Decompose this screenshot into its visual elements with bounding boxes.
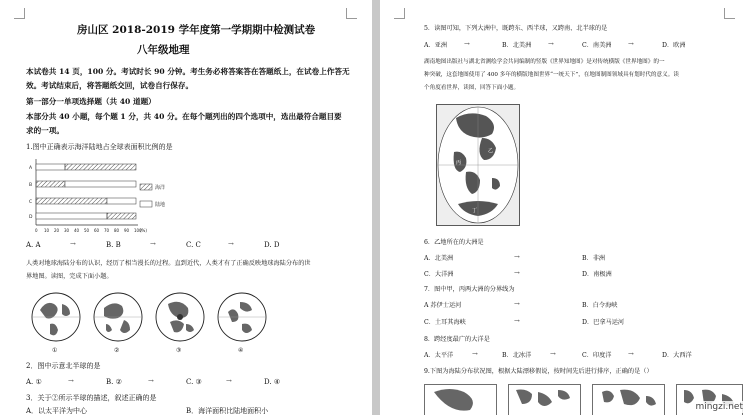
bar-row-label: A [29, 166, 33, 171]
question-6: 6．乙地所在的大洲是 [424, 239, 484, 246]
x-axis-tick: 100 [134, 228, 142, 233]
q7-option-d[interactable]: D．巴拿马运河 [582, 319, 625, 326]
q8-option-c[interactable]: C．印度洋 [582, 352, 612, 359]
page-corner-mark [346, 8, 357, 19]
page-corner-mark [14, 8, 25, 19]
question-3: 3．关于②所示半球的描述，叙述正确的是 [26, 394, 157, 402]
tab-arrow-icon: → [514, 300, 520, 308]
land-ocean-bar-figure [26, 155, 186, 237]
tab-arrow-icon: → [148, 377, 154, 385]
q1-option-a[interactable]: A. A [26, 241, 41, 249]
q1-option-b[interactable]: B. B [106, 241, 121, 249]
tab-arrow-icon: → [514, 269, 520, 277]
tab-arrow-icon: → [472, 350, 478, 358]
page-corner-mark [394, 8, 405, 19]
x-axis-tick: 90 [124, 228, 130, 233]
globe-label: ④ [238, 347, 244, 354]
right-page[interactable] [380, 0, 750, 415]
section-description: 求的一项。 [26, 126, 64, 135]
bar-segment-ocean [36, 198, 107, 204]
q8-option-b[interactable]: B．北冰洋 [502, 352, 532, 359]
site-watermark: mingzi.net [692, 401, 746, 413]
x-axis-tick: 0 [35, 228, 38, 233]
vertical-world-map [436, 104, 520, 226]
reading-intro: 界地图。读图，完成下面小题。 [26, 273, 113, 280]
bar-row-label: C [29, 200, 33, 205]
q8-option-d[interactable]: D．大西洋 [662, 352, 692, 359]
bar-segment-land [36, 213, 107, 219]
x-axis-unit: (%) [140, 228, 147, 233]
tab-arrow-icon: → [514, 317, 520, 325]
bar-row-label: B [29, 183, 33, 188]
q7-option-a[interactable]: A 苏伊士运河 [424, 302, 462, 309]
left-page[interactable] [0, 0, 372, 415]
q6-option-c[interactable]: C．大洋洲 [424, 271, 454, 278]
q6-option-b[interactable]: B．非洲 [582, 255, 606, 262]
tab-arrow-icon: → [226, 377, 232, 385]
q3-option-b[interactable]: B．海洋面积比陆地面积小 [186, 407, 269, 415]
tab-arrow-icon: → [548, 40, 554, 48]
x-axis-tick: 10 [44, 228, 50, 233]
x-axis-tick: 30 [64, 228, 70, 233]
x-axis-tick: 50 [84, 228, 90, 233]
x-axis-tick: 70 [104, 228, 110, 233]
map-label-jia: 甲 [458, 138, 464, 144]
bar-row-label: D [29, 215, 33, 220]
x-axis-tick: 20 [54, 228, 60, 233]
tab-arrow-icon: → [150, 240, 156, 248]
q6-option-a[interactable]: A．北美洲 [424, 255, 454, 262]
section-description: 本部分共 40 小题，每个题 1 分，共 40 分。在每个题列出的四个选项中，选出最符合题目要 [26, 112, 342, 121]
question-2: 2．图中示意北半球的是 [26, 362, 101, 370]
drift-map-3 [593, 385, 665, 415]
hemisphere-globes-figure [28, 290, 268, 352]
map-label-bing: 丙 [456, 160, 462, 166]
tab-arrow-icon: → [464, 40, 470, 48]
q1-option-d[interactable]: D. D [264, 241, 280, 249]
legend-ocean-swatch [140, 184, 152, 190]
map-intro: 种突破，这套地图使用了 400 多年的横版地图世界“一统天下”，在地图制图领域具有划时代的意义。读 [424, 72, 679, 78]
bar-segment-ocean [65, 164, 136, 170]
bar-segment-land [65, 181, 136, 187]
exam-subtitle: 八年级地理 [137, 44, 190, 56]
question-9: 9.下图为海陆分布状况图，根据大陆漂移假说，按时间先后进行排序，正确的是（） [424, 368, 653, 375]
q2-option-c[interactable]: C. ③ [186, 378, 202, 386]
globe-1 [32, 293, 80, 341]
question-7: 7．图中甲，丙两大洲的分界线为 [424, 286, 515, 293]
bar-segment-ocean [36, 181, 65, 187]
x-axis-tick: 60 [94, 228, 100, 233]
tab-arrow-icon: → [70, 240, 76, 248]
map-label-ding: 丁 [472, 208, 478, 214]
globe-label: ③ [176, 347, 182, 354]
page-corner-mark [724, 8, 735, 19]
question-5: 5．读图可知，下列大洲中，既跨东、西半球，又跨南、北半球的是 [424, 25, 608, 32]
tab-arrow-icon: → [550, 350, 556, 358]
tab-arrow-icon: → [228, 240, 234, 248]
legend-land-swatch [140, 201, 152, 207]
q6-option-d[interactable]: D．南极洲 [582, 271, 612, 278]
q7-option-b[interactable]: B．白令海峡 [582, 302, 618, 309]
q8-option-a[interactable]: A．太平洋 [424, 352, 454, 359]
map-intro: 个角度看世界，读图，回答下面小题。 [424, 85, 520, 91]
tab-arrow-icon: → [628, 350, 634, 358]
q1-option-c[interactable]: C. C [186, 241, 201, 249]
legend-land-label: 陆地 [155, 202, 166, 208]
q2-option-b[interactable]: B. ② [106, 378, 122, 386]
q5-option-d[interactable]: D．欧洲 [662, 42, 686, 49]
globe-2 [94, 293, 142, 341]
drift-map-1 [425, 385, 497, 415]
section-heading: 第一部分一单项选择题（共 40 道题） [26, 97, 156, 106]
q5-option-c[interactable]: C．南美洲 [582, 42, 612, 49]
q5-option-b[interactable]: B．北美洲 [502, 42, 532, 49]
legend-ocean-label: 海洋 [155, 185, 166, 191]
globe-4 [218, 293, 266, 341]
q2-option-a[interactable]: A. ① [26, 378, 42, 386]
instruction-line: 本试卷共 14 页，100 分。考试时长 90 分钟。考生务必将答案答在答题纸上，在试卷上作答无 [26, 67, 350, 76]
bar-segment-ocean [107, 213, 136, 219]
map-intro: 湖南地图出版社与湖北省测绘学会共同编制的竖版《世界知地图》是对传统横版《世界地图》的一 [424, 59, 665, 65]
reading-intro: 人类对地球海陆分布的认识，经历了相当漫长的过程。直到近代，人类才有了正确反映地球海陆分布的世 [26, 260, 311, 267]
instruction-line: 效。考试结束后，将答题纸交回，试卷自行保存。 [26, 81, 194, 90]
tab-arrow-icon: → [68, 377, 74, 385]
globe-label: ① [52, 347, 58, 354]
x-axis-tick: 80 [114, 228, 120, 233]
drift-map-2 [509, 385, 581, 415]
x-axis-tick: 40 [74, 228, 80, 233]
globe-3 [156, 293, 204, 341]
exam-title: 房山区 2018-2019 学年度第一学期期中检测试卷 [77, 24, 316, 36]
globe-label: ② [114, 347, 120, 354]
q5-option-a[interactable]: A．亚洲 [424, 42, 448, 49]
question-1: 1.图中正确表示海洋陆地占全球表面积比例的是 [26, 143, 173, 151]
page-gutter [372, 0, 380, 415]
q3-option-a[interactable]: A．以太平洋为中心 [26, 407, 88, 415]
map-label-yi: 乙 [488, 148, 494, 154]
tab-arrow-icon: → [628, 40, 634, 48]
bar-segment-land [107, 198, 136, 204]
tab-arrow-icon: → [514, 253, 520, 261]
question-8: 8．跨经度最广的大洋是 [424, 336, 490, 343]
bar-segment-land [36, 164, 65, 170]
q2-option-d[interactable]: D. ④ [264, 378, 281, 386]
q7-option-c[interactable]: C．土耳其海峡 [424, 319, 466, 326]
